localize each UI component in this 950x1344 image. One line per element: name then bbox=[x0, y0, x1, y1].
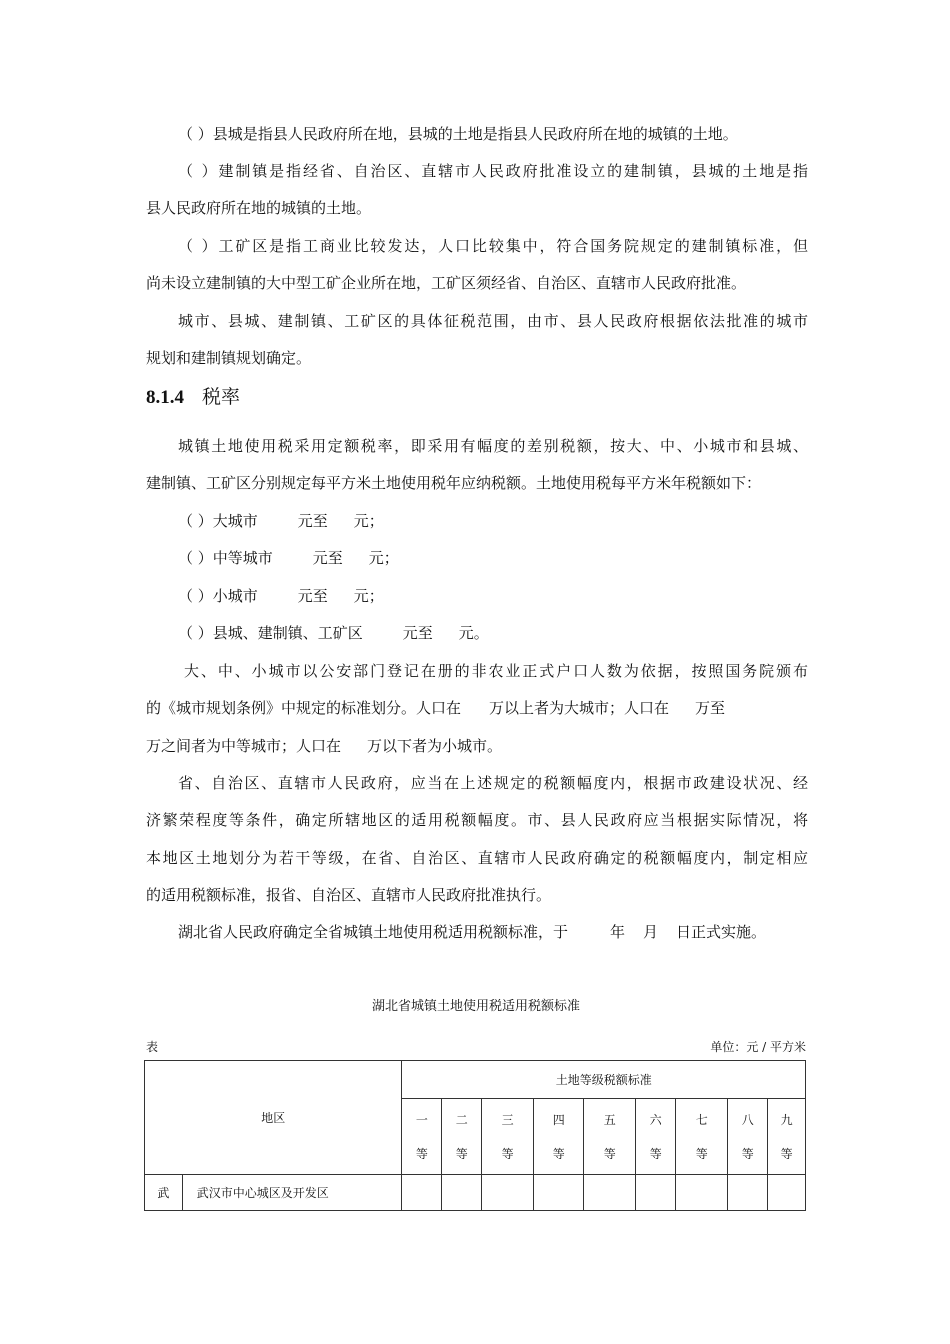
section-title: 税率 bbox=[202, 386, 241, 408]
tax-rate-table bbox=[144, 1060, 806, 1211]
hubei-year: 年 bbox=[610, 923, 626, 941]
grade-number: 四 bbox=[552, 1112, 565, 1127]
grade-value-cell[interactable] bbox=[768, 1175, 806, 1211]
grade-number: 三 bbox=[501, 1112, 514, 1127]
grade-suffix: 等 bbox=[741, 1146, 754, 1161]
rate-item-label: （ ）县城、建制镇、工矿区 bbox=[178, 624, 363, 642]
table-caption: 湖北省城镇土地使用税适用税额标准 bbox=[371, 999, 580, 1014]
table-unit: 单位：元 / 平方米 bbox=[710, 1040, 806, 1054]
grade-suffix: 等 bbox=[455, 1146, 468, 1161]
table-row bbox=[145, 1175, 806, 1211]
grade-number: 八 bbox=[741, 1112, 754, 1127]
city-class-text: 万以下者为小城市。 bbox=[367, 737, 503, 755]
grade-column-header bbox=[676, 1099, 728, 1175]
paragraph-provincial-line2: 济繁荣程度等条件，确定所辖地区的适用税额幅度。市、县人民政府应当根据实际情况，将 bbox=[146, 811, 808, 829]
paragraph-rate-intro-line2: 建制镇、工矿区分别规定每平方米土地使用税年应纳税额。土地使用税每平方米年税额如下： bbox=[146, 474, 762, 492]
paragraph-rate-intro-line1: 城镇土地使用税采用定额税率，即采用有幅度的差别税额，按大、中、小城市和县城、 bbox=[178, 437, 808, 455]
region-name-cell: 武汉市中心城区及开发区 bbox=[182, 1175, 402, 1211]
table-label: 表 bbox=[146, 1040, 159, 1054]
paragraph-tax-scope-line1: 城市、县城、建制镇、工矿区的具体征税范围，由市、县人民政府根据依法批准的城市 bbox=[178, 312, 808, 330]
city-class-text: 的《城市规划条例》中规定的标准划分。人口在 bbox=[146, 699, 462, 717]
paragraph-hubei-effective-date bbox=[178, 922, 808, 942]
city-class-text: 万至 bbox=[695, 699, 726, 717]
rate-item-from: 元至 bbox=[312, 549, 343, 567]
rate-item-from: 元至 bbox=[297, 512, 328, 530]
rate-item-medium-city bbox=[178, 548, 808, 568]
region-header: 地区 bbox=[145, 1061, 402, 1175]
grade-column-header bbox=[584, 1099, 636, 1175]
paragraph-provincial-line4: 的适用税额标准，报省、自治区、直辖市人民政府批准执行。 bbox=[146, 886, 552, 904]
grade-column-header bbox=[442, 1099, 482, 1175]
grade-column-header bbox=[482, 1099, 534, 1175]
grade-value-cell[interactable] bbox=[482, 1175, 534, 1211]
grade-value-cell[interactable] bbox=[728, 1175, 768, 1211]
grade-value-cell[interactable] bbox=[584, 1175, 636, 1211]
grade-suffix: 等 bbox=[415, 1146, 428, 1161]
paragraph-provincial-line3: 本地区土地划分为若干等级，在省、自治区、直辖市人民政府确定的税额幅度内，制定相应 bbox=[146, 849, 808, 867]
rate-item-to: 元。 bbox=[458, 624, 489, 642]
city-class-text: 万以上者为大城市；人口在 bbox=[489, 699, 670, 717]
grade-suffix: 等 bbox=[780, 1146, 793, 1161]
rate-item-to: 元； bbox=[353, 512, 384, 530]
grade-number: 一 bbox=[415, 1112, 428, 1127]
grade-header: 土地等级税额标准 bbox=[402, 1061, 806, 1099]
grade-suffix: 等 bbox=[501, 1146, 514, 1161]
hubei-text: 湖北省人民政府确定全省城镇土地使用税适用税额标准，于 bbox=[178, 923, 569, 941]
rate-item-from: 元至 bbox=[402, 624, 433, 642]
rate-item-label: （ ）小城市 bbox=[178, 587, 258, 605]
paragraph-provincial-line1: 省、自治区、直辖市人民政府，应当在上述规定的税额幅度内，根据市政建设状况、经 bbox=[178, 774, 808, 792]
grade-suffix: 等 bbox=[552, 1146, 565, 1161]
grade-suffix: 等 bbox=[603, 1146, 616, 1161]
grade-value-cell[interactable] bbox=[636, 1175, 676, 1211]
grade-suffix: 等 bbox=[649, 1146, 662, 1161]
grade-value-cell[interactable] bbox=[534, 1175, 584, 1211]
hubei-month: 月 bbox=[643, 923, 659, 941]
rate-item-to: 元； bbox=[368, 549, 399, 567]
grade-column-header bbox=[768, 1099, 806, 1175]
grade-number: 七 bbox=[695, 1112, 708, 1127]
rate-item-small-city bbox=[178, 586, 808, 606]
paragraph-mining-area-line2: 尚未设立建制镇的大中型工矿企业所在地，工矿区须经省、自治区、直辖市人民政府批准。 bbox=[146, 274, 747, 292]
paragraph-designated-town-line1: （ ）建制镇是指经省、自治区、直辖市人民政府批准设立的建制镇，县城的土地是指 bbox=[178, 162, 808, 180]
paragraph-tax-scope-line2: 规划和建制镇规划确定。 bbox=[146, 349, 312, 367]
city-class-text: 万之间者为中等城市；人口在 bbox=[146, 737, 342, 755]
grade-column-header bbox=[636, 1099, 676, 1175]
paragraph-city-class-line3 bbox=[146, 736, 808, 756]
paragraph-county-town: （ ）县城是指县人民政府所在地，县城的土地是指县人民政府所在地的城镇的土地。 bbox=[178, 125, 738, 143]
rate-item-label: （ ）大城市 bbox=[178, 512, 258, 530]
grade-value-cell[interactable] bbox=[676, 1175, 728, 1211]
paragraph-mining-area-line1: （ ）工矿区是指工商业比较发达，人口比较集中，符合国务院规定的建制镇标准，但 bbox=[178, 237, 808, 255]
grade-value-cell[interactable] bbox=[402, 1175, 442, 1211]
grade-number: 九 bbox=[780, 1112, 793, 1127]
rate-item-to: 元； bbox=[353, 587, 384, 605]
paragraph-designated-town-line2: 县人民政府所在地的城镇的土地。 bbox=[146, 199, 372, 217]
grade-suffix: 等 bbox=[695, 1146, 708, 1161]
rate-item-label: （ ）中等城市 bbox=[178, 549, 273, 567]
grade-number: 六 bbox=[649, 1112, 662, 1127]
rate-item-large-city bbox=[178, 511, 808, 531]
region-group-cell: 武 bbox=[145, 1175, 183, 1211]
section-heading bbox=[146, 384, 240, 411]
grade-number: 五 bbox=[603, 1112, 616, 1127]
grade-column-header bbox=[728, 1099, 768, 1175]
rate-item-county-town bbox=[178, 623, 808, 643]
hubei-day: 日正式实施。 bbox=[676, 923, 767, 941]
rate-item-from: 元至 bbox=[297, 587, 328, 605]
grade-column-header bbox=[534, 1099, 584, 1175]
grade-value-cell[interactable] bbox=[442, 1175, 482, 1211]
section-number: 8.1.4 bbox=[146, 387, 184, 408]
grade-number: 二 bbox=[455, 1112, 468, 1127]
paragraph-city-class-line1: 大、中、小城市以公安部门登记在册的非农业正式户口人数为依据，按照国务院颁布 bbox=[184, 662, 808, 680]
grade-column-header bbox=[402, 1099, 442, 1175]
paragraph-city-class-line2 bbox=[146, 698, 808, 718]
